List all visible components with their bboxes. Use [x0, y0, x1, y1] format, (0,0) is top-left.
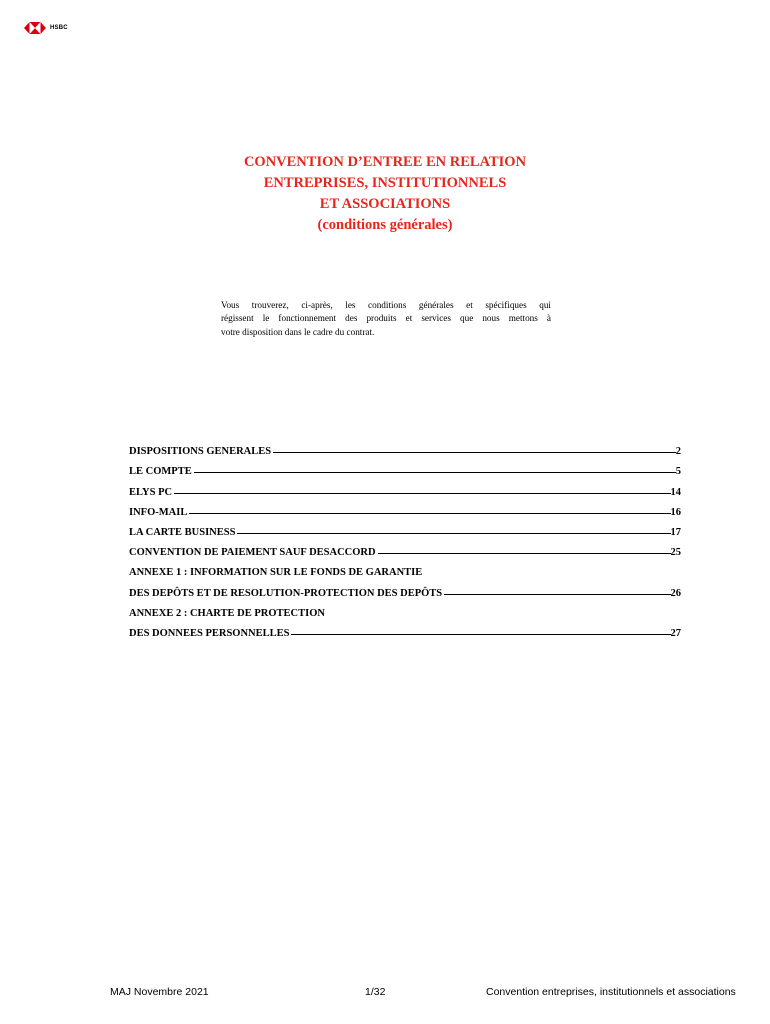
toc-entry-page: 27 [670, 627, 681, 639]
toc-leader [291, 634, 670, 635]
intro-line-3: votre disposition dans le cadre du contrat. [221, 326, 375, 337]
hsbc-hexagon-icon [24, 22, 46, 34]
toc-entry-page: 26 [670, 587, 681, 599]
toc-entry-label: ELYS PC [129, 486, 173, 498]
footer-page-number: 1/32 [365, 986, 386, 998]
title-line-4: (conditions générales) [317, 217, 453, 233]
toc-entry-label: DES DONNEES PERSONNELLES [129, 627, 290, 639]
toc-entry-label: CONVENTION DE PAIEMENT SAUF DESACCORD [129, 547, 376, 559]
toc-entry-annex-2[interactable] [129, 619, 681, 639]
toc-entry-label: LA CARTE BUSINESS [129, 526, 236, 538]
intro-line-1: Vous trouverez, ci-après, les conditions générales et spécifiques qui [221, 300, 551, 310]
toc-leader [174, 493, 670, 494]
intro-paragraph [221, 299, 551, 339]
toc-annex-2-heading[interactable]: ANNEXE 2 : CHARTE DE PROTECTION [129, 607, 325, 619]
toc-entry-label: LE COMPTE [129, 466, 192, 478]
toc-entry[interactable] [129, 538, 681, 558]
toc-entry-page: 5 [675, 466, 681, 478]
toc-entry-label: INFO-MAIL [129, 506, 188, 518]
toc-leader [444, 594, 670, 595]
intro-line-2: régissent le fonctionnement des produits et services que nous mettons à [221, 313, 551, 324]
toc-leader [378, 553, 671, 554]
toc-leader [194, 472, 676, 473]
toc-entry-page: 14 [670, 486, 681, 498]
toc-entry[interactable] [129, 518, 681, 538]
hsbc-logo [24, 22, 68, 34]
toc-entry[interactable] [129, 498, 681, 518]
toc-leader [189, 513, 670, 514]
toc-entry-label: DES DEPÔTS ET DE RESOLUTION-PROTECTION DES DEPÔTS [129, 587, 443, 599]
toc-entry[interactable] [129, 457, 681, 477]
toc-entry[interactable] [129, 437, 681, 457]
toc-entry-page: 2 [675, 446, 681, 458]
toc-annex-1-heading[interactable]: ANNEXE 1 : INFORMATION SUR LE FONDS DE GARANTIE [129, 567, 423, 579]
table-of-contents [129, 437, 681, 639]
toc-entry-page: 17 [670, 526, 681, 538]
toc-entry-page: 25 [670, 547, 681, 559]
document-title [0, 152, 770, 236]
title-line-3: ET ASSOCIATIONS [319, 196, 451, 212]
toc-leader [237, 533, 670, 534]
footer-update-date: MAJ Novembre 2021 [110, 986, 209, 998]
title-line-1: CONVENTION D’ENTREE EN RELATION [243, 154, 527, 170]
toc-entry[interactable] [129, 477, 681, 497]
toc-entry-label: DISPOSITIONS GENERALES [129, 446, 272, 458]
toc-entry-annex-1[interactable] [129, 578, 681, 598]
title-line-2: ENTREPRISES, INSTITUTIONNELS [263, 175, 507, 191]
toc-leader [273, 452, 676, 453]
footer-document-name: Convention entreprises, institutionnels et associations [486, 986, 736, 998]
toc-entry-page: 16 [670, 506, 681, 518]
brand-name: HSBC [50, 25, 68, 31]
